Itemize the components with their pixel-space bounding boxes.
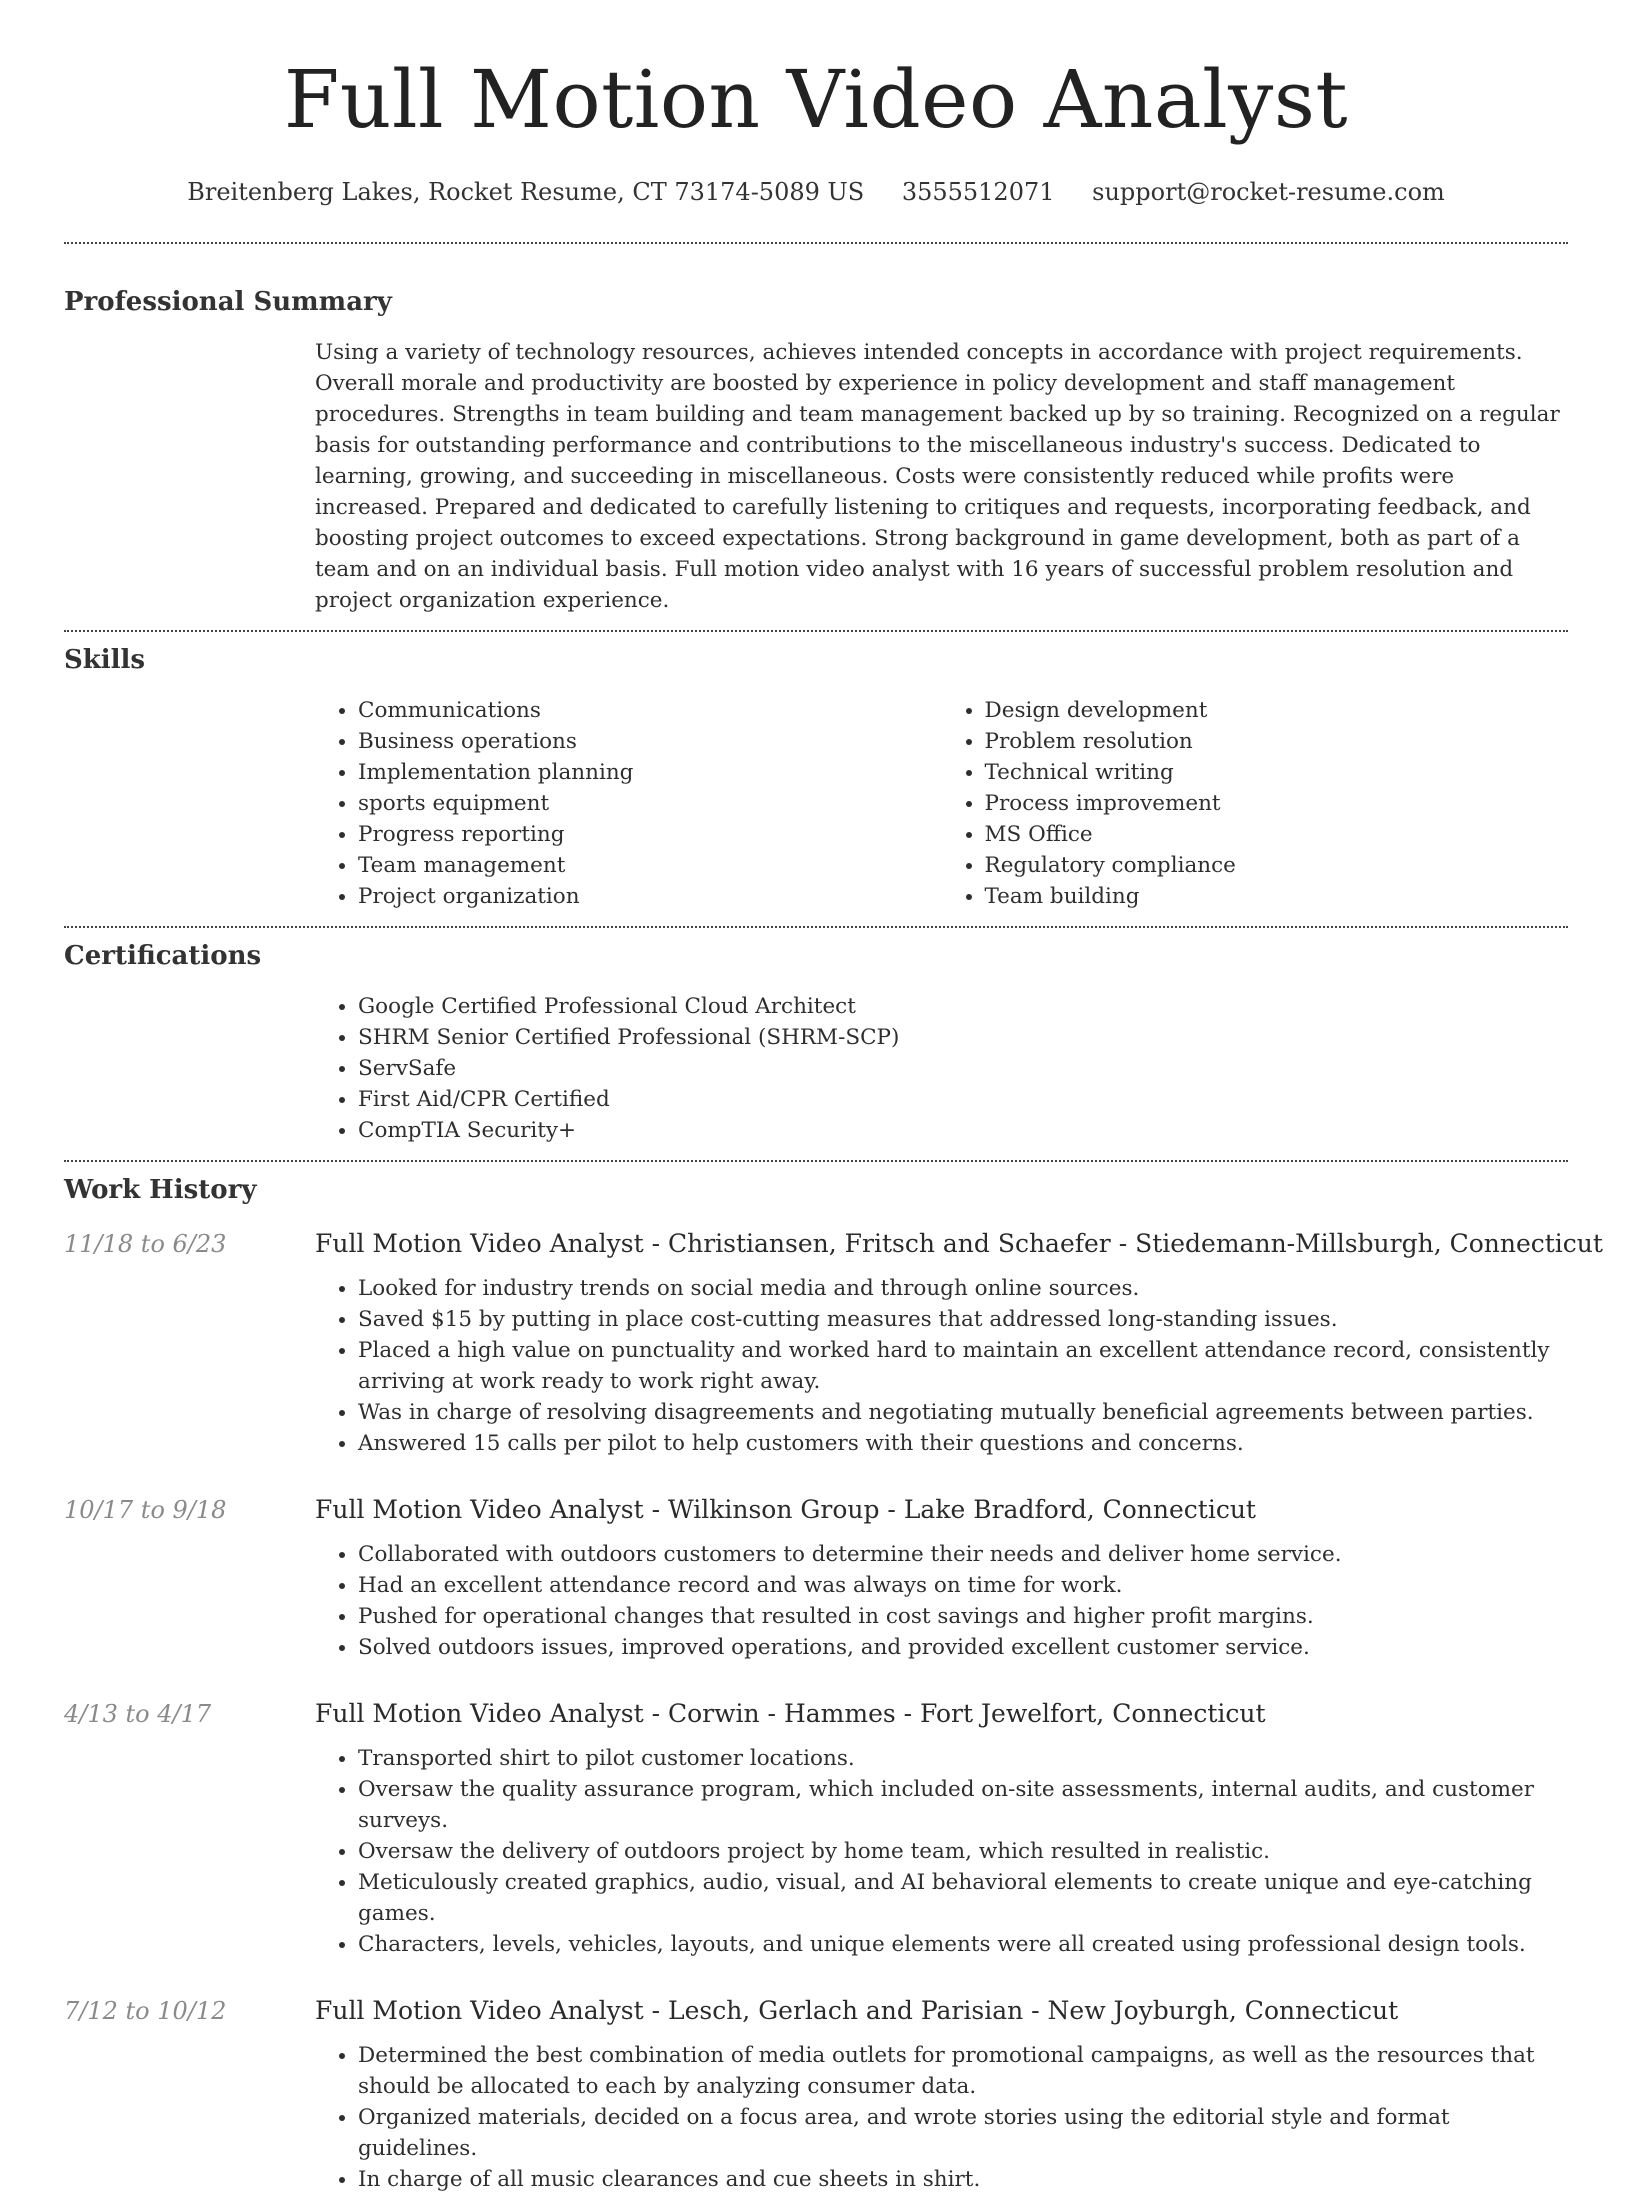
contact-email[interactable]: support@rocket-resume.com [1092,178,1445,206]
certifications-items [315,991,1568,1146]
list-item: • CompTIA Security+ [358,1115,1568,1146]
job-dates: 7/12 to 10/12 [64,1997,227,2025]
job-title: Full Motion Video Analyst - Lesch, Gerlach and Parisian - New Joyburgh, Connecticut [315,1996,1399,2025]
list-item: • Meticulously created graphics, audio, visual, and AI behavioral elements to create unique and eye-catching games. [358,1867,1568,1929]
list-item: • Progress reporting [358,819,942,850]
list-item: • Was in charge of resolving disagreements and negotiating mutually beneficial agreements between parties. [358,1397,1568,1428]
list-item: • Collaborated with outdoors customers to determine their needs and deliver home service. [358,1539,1568,1570]
job-header [64,1994,1568,2028]
job-entry [64,1493,1568,1663]
list-item: • Technical writing [985,757,1569,788]
list-item: • In charge of all music clearances and cue sheets in shirt. [358,2164,1568,2195]
job-entry [64,1697,1568,1960]
list-item: • Looked for industry trends on social media and through online sources. [358,1273,1568,1304]
job-title: Full Motion Video Analyst - Wilkinson Group - Lake Bradford, Connecticut [315,1495,1256,1524]
job-dates: 4/13 to 4/17 [64,1700,212,1728]
list-item: • ServSafe [358,1053,1568,1084]
list-item: • Transported shirt to pilot customer locations. [358,1743,1568,1774]
contact-address: Breitenberg Lakes, Rocket Resume, CT 73174-5089 US [187,178,865,206]
resume-name: Full Motion Video Analyst [283,53,1349,146]
work-history-heading: Work History [64,1175,257,1205]
list-item: • Team building [985,881,1569,912]
job-entry [64,1227,1603,1459]
list-item: • Google Certified Professional Cloud Architect [358,991,1568,1022]
list-item: • Solved outdoors issues, improved operations, and provided excellent customer service. [358,1632,1568,1663]
job-header [64,1493,1568,1527]
skills-heading: Skills [64,645,146,675]
section-divider [64,926,1568,928]
list-item: • Business operations [358,726,942,757]
list-item: • Project organization [358,881,942,912]
list-item: • Answered 15 calls per pilot to help customers with their questions and concerns. [358,1428,1568,1459]
job-entry [64,1994,1568,2195]
list-item: • Had an excellent attendance record and was always on time for work. [358,1570,1568,1601]
certifications-heading: Certifications [64,941,262,971]
job-title: Full Motion Video Analyst - Corwin - Hammes - Fort Jewelfort, Connecticut [315,1699,1266,1728]
job-dates: 10/17 to 9/18 [64,1496,227,1524]
skills-column-left [315,695,942,912]
list-item: • First Aid/CPR Certified [358,1084,1568,1115]
list-item: • Team management [358,850,942,881]
summary-heading: Professional Summary [64,287,392,317]
job-header [64,1227,1603,1261]
job-dates: 11/18 to 6/23 [64,1230,227,1258]
list-item: • Characters, levels, vehicles, layouts, and unique elements were all created using professional design tools. [358,1929,1568,1960]
list-item: • Problem resolution [985,726,1569,757]
list-item: • Regulatory compliance [985,850,1569,881]
list-item: • sports equipment [358,788,942,819]
list-item: • Process improvement [985,788,1569,819]
job-bullets [315,1273,1568,1459]
skills-column-right [942,695,1569,912]
section-divider [64,242,1568,244]
job-title: Full Motion Video Analyst - Christiansen, Fritsch and Schaefer - Stiedemann-Millsburgh, Connecticut [315,1229,1603,1258]
list-item: • Determined the best combination of media outlets for promotional campaigns, as well as the resources that should be allocated to each by analyzing consumer data. [358,2040,1568,2102]
list-item: • Design development [985,695,1569,726]
section-divider [64,1160,1568,1162]
job-bullets [315,1539,1568,1663]
job-bullets [315,1743,1568,1960]
skills-list [315,695,1568,926]
contact-line [64,176,1568,208]
section-divider [64,630,1568,632]
list-item: • Implementation planning [358,757,942,788]
list-item: • Oversaw the delivery of outdoors project by home team, which resulted in realistic. [358,1836,1568,1867]
job-bullets [315,2040,1568,2195]
list-item: • Placed a high value on punctuality and worked hard to maintain an excellent attendance record, consistently arriving at work ready to work right away. [358,1335,1568,1397]
list-item: • Communications [358,695,942,726]
contact-phone[interactable]: 3555512071 [901,178,1055,206]
job-header [64,1697,1568,1731]
list-item: • Oversaw the quality assurance program, which included on-site assessments, internal audits, and customer surveys. [358,1774,1568,1836]
list-item: • MS Office [985,819,1569,850]
list-item: • Saved $15 by putting in place cost-cutting measures that addressed long-standing issues. [358,1304,1568,1335]
certifications-list [315,991,1568,1160]
list-item: • Organized materials, decided on a focus area, and wrote stories using the editorial style and format guidelines. [358,2102,1568,2164]
summary-text: Using a variety of technology resources, achieves intended concepts in accordance with project requirements. Overall morale and productivity are boosted by experience in policy development and staff management procedures. Strengths in team building and team management backed up by so training. Recognized on a regular basis for outstanding performance and contributions to the miscellaneous industry's success. Dedicated to learning, growing, and succeeding in miscellaneous. Costs were consistently reduced while profits were increased. Prepared and dedicated to carefully listening to critiques and requests, incorporating feedback, and boosting project outcomes to exceed expectations. Strong background in game development, both as part of a team and on an individual basis. Full motion video analyst with 16 years of successful problem resolution and project organization experience. [315,340,1560,613]
list-item: • SHRM Senior Certified Professional (SHRM-SCP) [358,1022,1568,1053]
list-item: • Pushed for operational changes that resulted in cost savings and higher profit margins. [358,1601,1568,1632]
